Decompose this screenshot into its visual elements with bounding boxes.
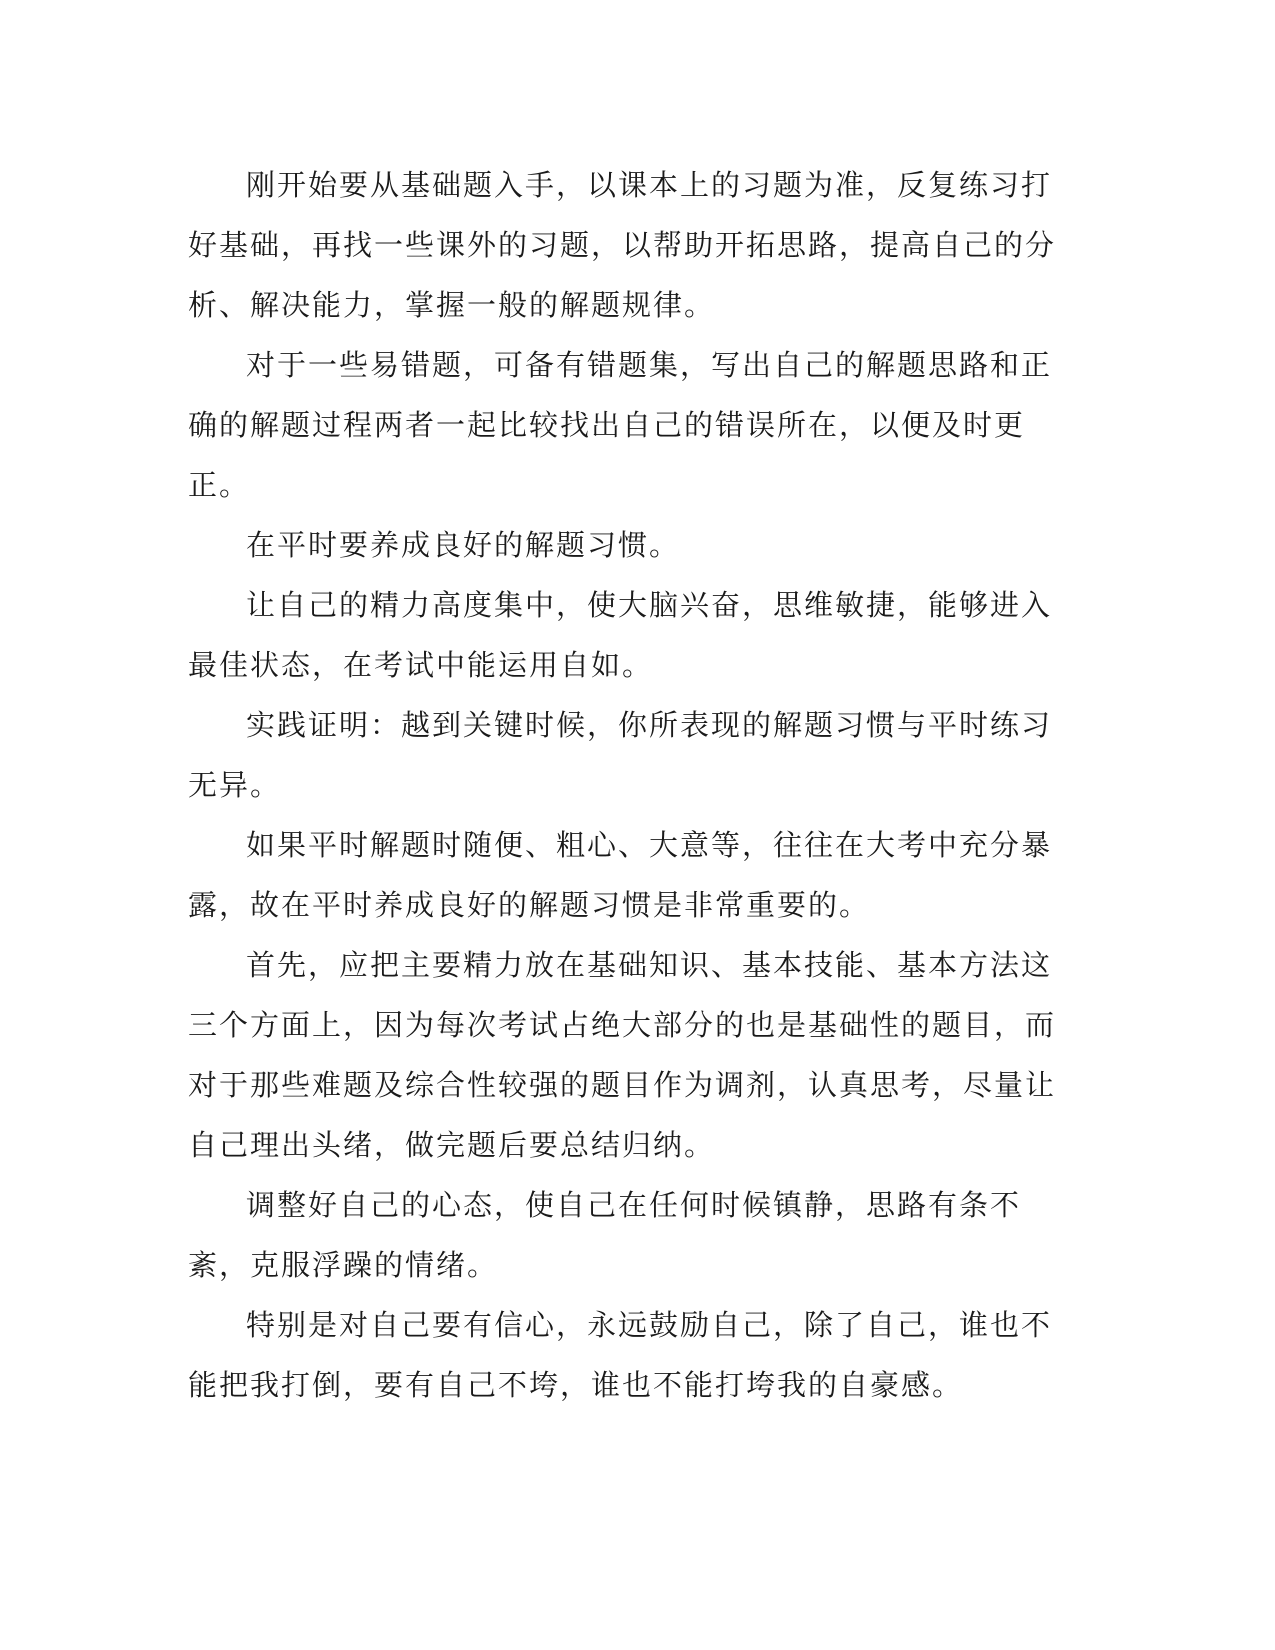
paragraph-7: 首先，应把主要精力放在基础知识、基本技能、基本方法这三个方面上，因为每次考试占绝大部分的也是基础性的题目，而对于那些难题及综合性较强的题目作为调剂，认真思考，尽量让自己理出头绪，做完题后要总结归纳。 xyxy=(188,948,1057,1162)
document-body xyxy=(188,155,1068,1415)
paragraph-1: 刚开始要从基础题入手，以课本上的习题为准，反复练习打好基础，再找一些课外的习题，以帮助开拓思路，提高自己的分析、解决能力，掌握一般的解题规律。 xyxy=(188,168,1057,322)
paragraph-3: 在平时要养成良好的解题习惯。 xyxy=(246,528,681,562)
paragraph-5: 实践证明：越到关键时候，你所表现的解题习惯与平时练习无异。 xyxy=(188,708,1053,802)
paragraph-8: 调整好自己的心态，使自己在任何时候镇静，思路有条不紊，克服浮躁的情绪。 xyxy=(188,1188,1022,1282)
paragraph-2: 对于一些易错题，可备有错题集，写出自己的解题思路和正确的解题过程两者一起比较找出自己的错误所在，以便及时更正。 xyxy=(188,348,1053,502)
paragraph-9: 特别是对自己要有信心，永远鼓励自己，除了自己，谁也不能把我打倒，要有自己不垮，谁也不能打垮我的自豪感。 xyxy=(188,1308,1053,1402)
paragraph-4: 让自己的精力高度集中，使大脑兴奋，思维敏捷，能够进入最佳状态，在考试中能运用自如。 xyxy=(188,588,1053,682)
paragraph-6: 如果平时解题时随便、粗心、大意等，往往在大考中充分暴露，故在平时养成良好的解题习惯是非常重要的。 xyxy=(188,828,1053,922)
